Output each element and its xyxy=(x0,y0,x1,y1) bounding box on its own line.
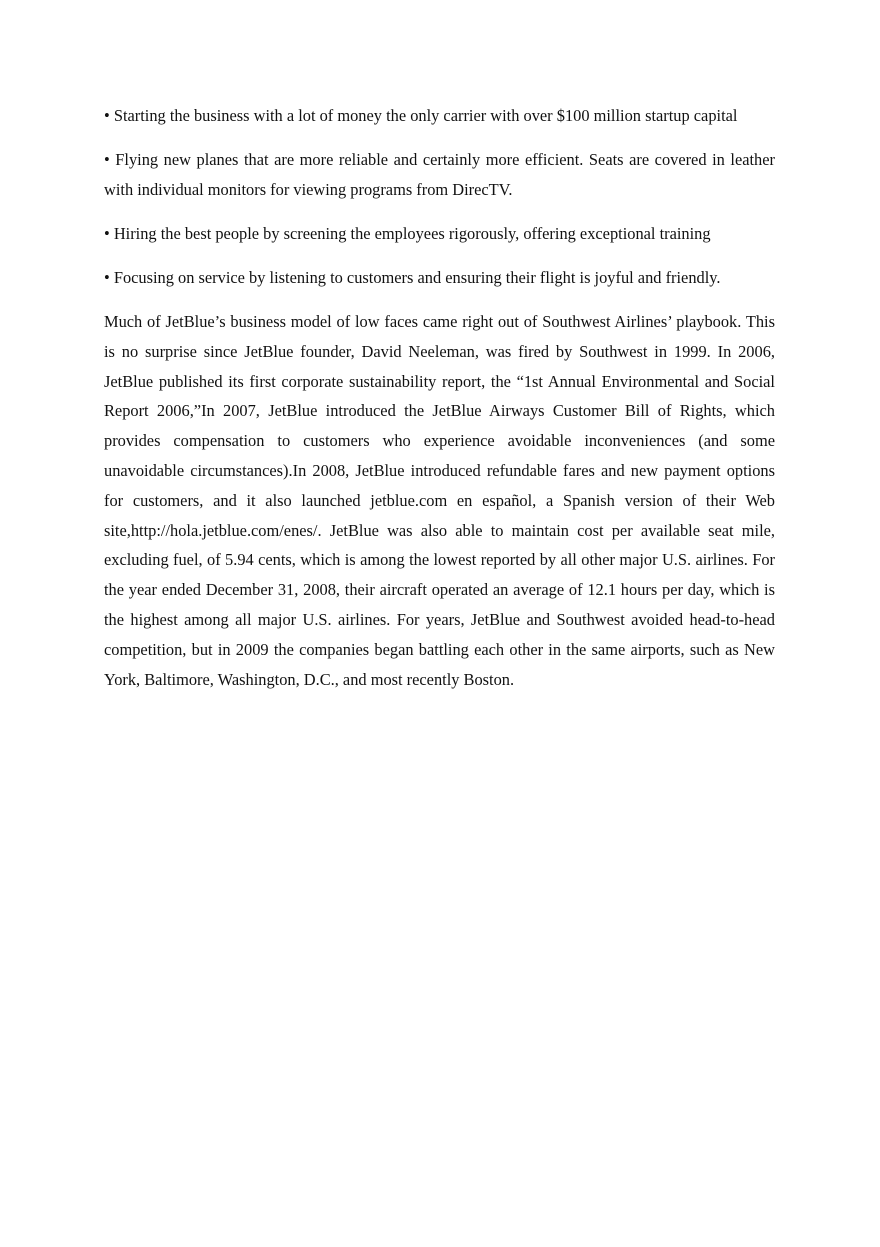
bullet-service: • Focusing on service by listening to customers and ensuring their flight is joyful and friendly. xyxy=(104,268,721,287)
body-paragraph: Much of JetBlue’s business model of low faces came right out of Southwest Airlines’ playbook. This is no surprise since JetBlue founder, David Neeleman, was fired by Southwest in 1999. In 2006, JetBlue published its first corporate sustainability report, the “1st Annual Environmental and Social Report 2006,”In 2007, JetBlue introduced the JetBlue Airways Customer Bill of Rights, which provides compensation to customers who experience avoidable inconveniences (and some unavoidable circumstances).In 2008, JetBlue introduced refundable fares and new payment options for customers, and it also launched jetblue.com en español, a Spanish version of their Web site,http://hola.jetblue.com/enes/. JetBlue was also able to maintain cost per available seat mile, excluding fuel, of 5.94 cents, which is among the lowest reported by all other major U.S. airlines. For the year ended December 31, 2008, their aircraft operated an average of 12.1 hours per day, which is the highest among all major U.S. airlines. For years, JetBlue and Southwest avoided head-to-head competition, but in 2009 the companies began battling each other in the same airports, such as New York, Baltimore, Washington, D.C., and most recently Boston. xyxy=(104,312,775,689)
bullet-hiring: • Hiring the best people by screening the employees rigorously, offering exceptional training xyxy=(104,224,711,243)
document-page xyxy=(104,101,775,694)
bullet-startup-capital: • Starting the business with a lot of money the only carrier with over $100 million startup capital xyxy=(104,106,738,125)
bullet-new-planes: • Flying new planes that are more reliable and certainly more efficient. Seats are covered in leather with individual monitors for viewing programs from DirecTV. xyxy=(104,150,775,199)
